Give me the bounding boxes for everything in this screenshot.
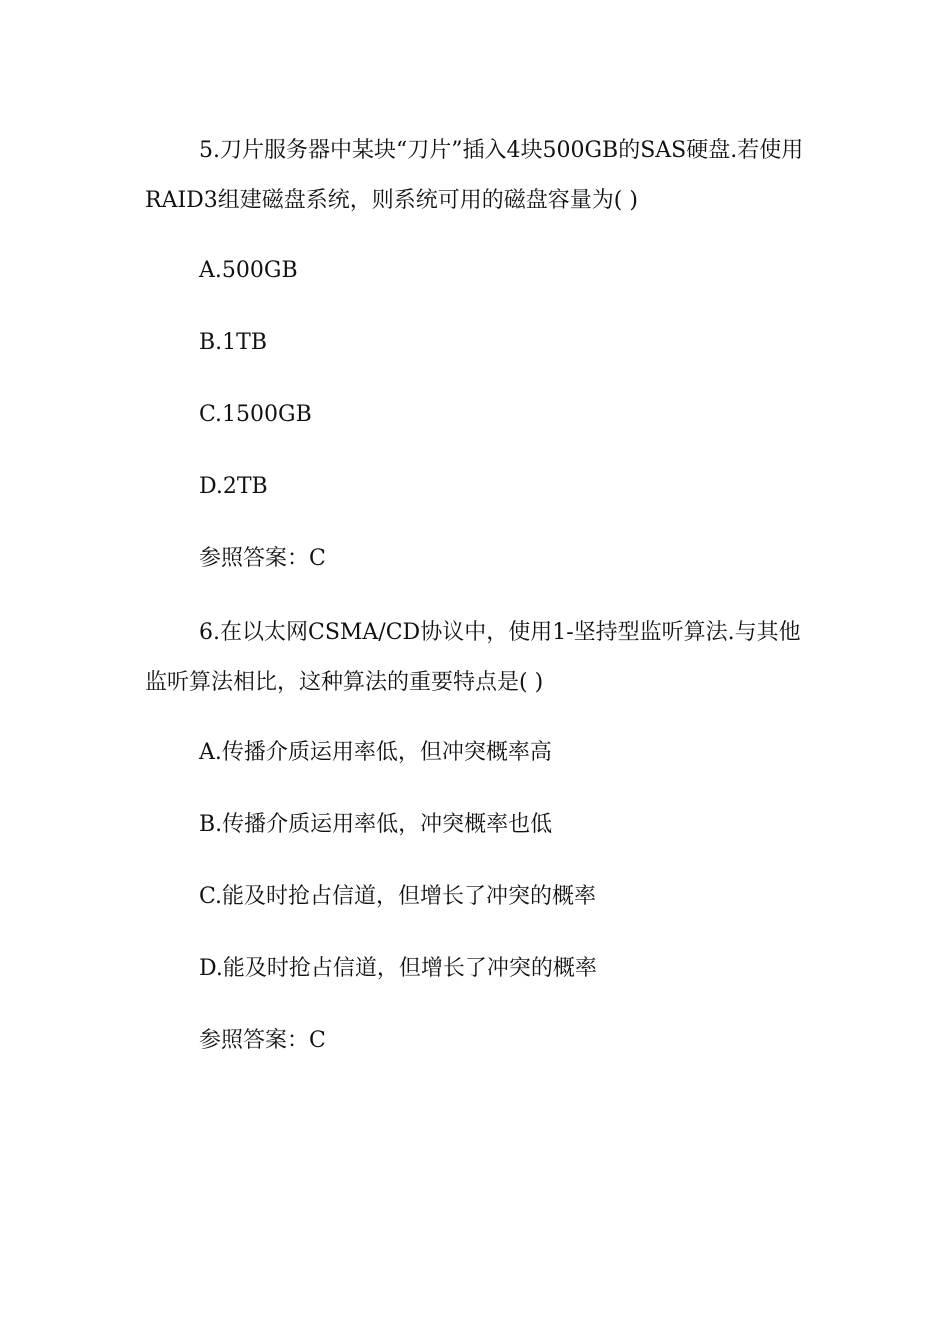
reference-answer: 参照答案：C (199, 546, 326, 571)
question-stem: 5.刀片服务器中某块“刀片”插入4块500GB的SAS硬盘.若使用RAID3组建磁盘系统，则系统可用的磁盘容量为( ) (145, 138, 804, 213)
option-d: D.2TB (199, 474, 268, 499)
option-a: A.500GB (199, 258, 298, 283)
option-b: B.传播介质运用率低，冲突概率也低 (199, 812, 553, 837)
reference-answer: 参照答案：C (199, 1028, 326, 1053)
option-b: B.1TB (199, 330, 267, 355)
option-c: C.1500GB (199, 402, 312, 427)
option-c: C.能及时抢占信道，但增长了冲突的概率 (199, 884, 597, 909)
option-a: A.传播介质运用率低，但冲突概率高 (199, 740, 552, 765)
question-stem: 6.在以太网CSMA/CD协议中，使用1-坚持型监听算法.与其他监听算法相比，这种算法的重要特点是( ) (145, 620, 801, 695)
option-d: D.能及时抢占信道，但增长了冲突的概率 (199, 956, 597, 981)
